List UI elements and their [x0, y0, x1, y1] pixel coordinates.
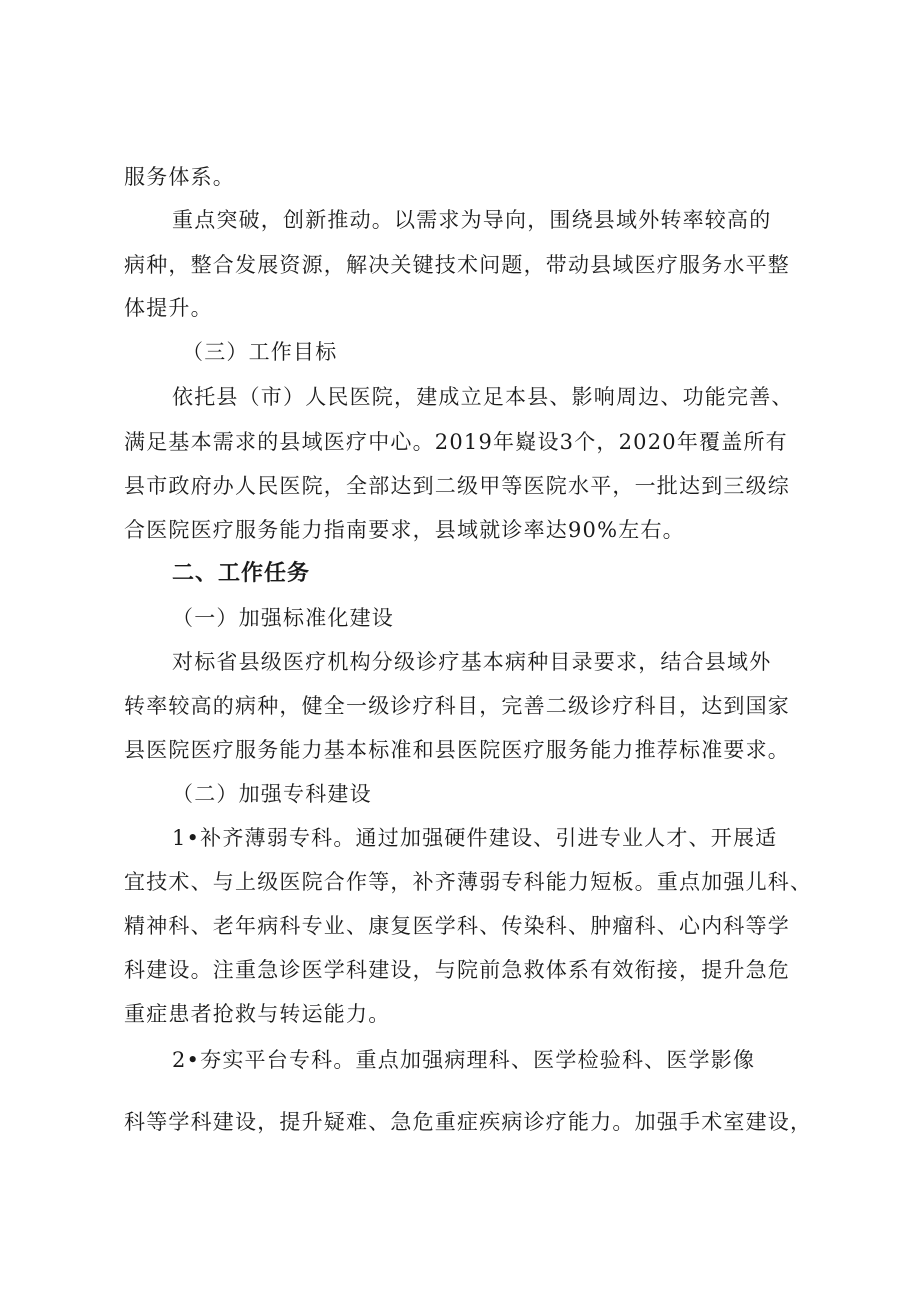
paragraph-line: 重点突破，创新推动。以需求为导向，围绕县域外转率较高的 — [172, 208, 772, 232]
paragraph-line: 体提升。 — [124, 296, 213, 320]
paragraph-line: 科建设。注重急诊医学科建设，与院前急救体系有效衔接，提升急危 — [124, 958, 790, 982]
paragraph-line: 县医院医疗服务能力基本标准和县医院医疗服务能力推荐标准要求。 — [124, 738, 790, 762]
section-subheading: （三）工作目标 — [182, 340, 338, 364]
paragraph-line: 重症患者抢救与转运能力。 — [124, 1002, 391, 1026]
paragraph-line: 1•补齐薄弱专科。通过加强硬件建设、引进专业人才、开展适 — [172, 826, 778, 850]
section-subheading: （一）加强标准化建设 — [172, 606, 394, 630]
section-heading: 二、工作任务 — [172, 561, 311, 586]
paragraph-line: 转率较高的病种，健全一级诊疗科目，完善二级诊疗科目，达到国家 — [124, 694, 790, 718]
section-subheading: （二）加强专科建设 — [172, 782, 372, 806]
paragraph-line: 宜技术、与上级医院合作等，补齐薄弱专科能力短板。重点加强儿科、 — [124, 870, 813, 894]
paragraph-line: 科等学科建设，提升疑难、急危重症疾病诊疗能力。加强手术室建设， — [124, 1110, 813, 1134]
paragraph-line: 县市政府办人民医院，全部达到二级甲等医院水平，一批达到三级综 — [124, 474, 790, 498]
paragraph-line: 2•夯实平台专科。重点加强病理科、医学检验科、医学影像 — [172, 1048, 756, 1072]
paragraph-line: 合医院医疗服务能力指南要求，县域就诊率达90%左右。 — [124, 518, 685, 542]
paragraph-line: 满足基本需求的县域医疗中心。2019年嶷设3个，2020年覆盖所有 — [124, 430, 788, 454]
paragraph-line: 病种，整合发展资源，解决关键技术问题，带动县域医疗服务水平整 — [124, 253, 790, 277]
paragraph-line: 服务体系。 — [124, 165, 235, 189]
paragraph-line: 对标省县级医疗机构分级诊疗基本病种目录要求，结合县域外 — [172, 650, 772, 674]
paragraph-line: 依托县（市）人民医院，建成立足本县、影响周边、功能完善、 — [172, 385, 794, 409]
paragraph-line: 精神科、老年病科专业、康复医学科、传染科、肿瘤科、心内科等学 — [124, 914, 790, 938]
